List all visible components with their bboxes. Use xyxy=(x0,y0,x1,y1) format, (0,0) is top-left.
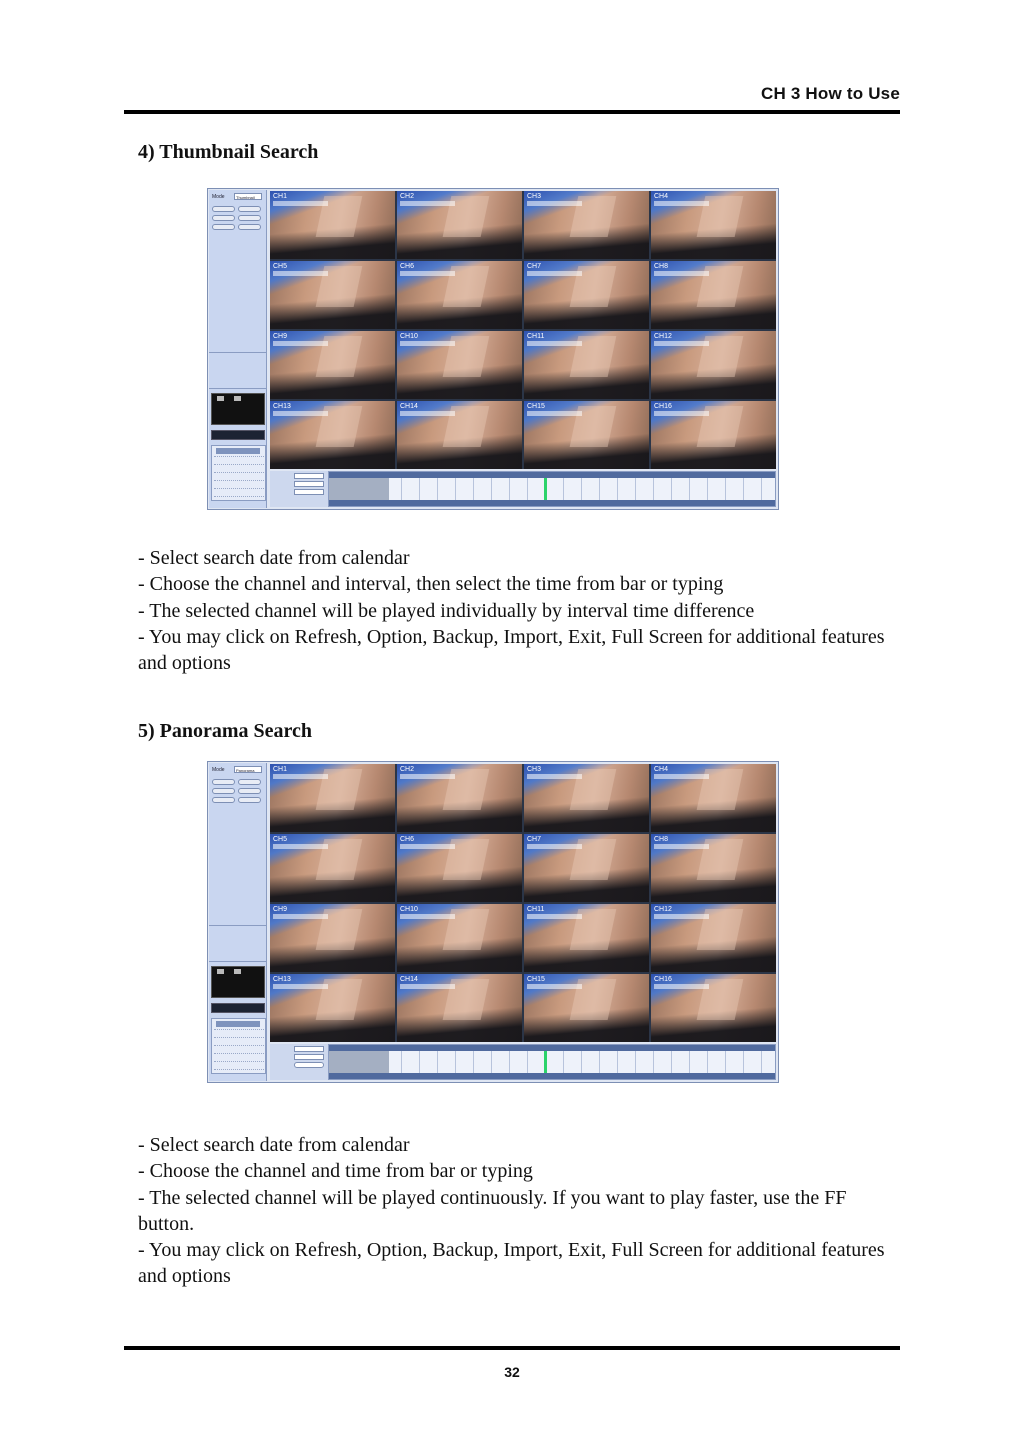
channel-label: CH2 xyxy=(400,193,415,200)
timestamp-overlay xyxy=(400,844,455,849)
camera-thumbnail[interactable] xyxy=(397,974,522,1042)
section-heading-thumbnail: 4) Thumbnail Search xyxy=(138,141,319,163)
time-cursor[interactable] xyxy=(544,1051,547,1073)
exit-button[interactable] xyxy=(212,797,235,803)
mode-label: Mode xyxy=(212,767,225,773)
camera-thumbnail[interactable] xyxy=(397,834,522,902)
instruction-line: - You may click on Refresh, Option, Backup, Import, Exit, Full Screen for additional features and options xyxy=(138,625,885,675)
refresh-button[interactable] xyxy=(212,206,235,212)
interval-select[interactable] xyxy=(272,481,324,487)
timestamp-overlay xyxy=(273,844,328,849)
camera-thumbnail[interactable] xyxy=(270,974,395,1042)
channel-label: CH8 xyxy=(654,263,669,270)
camera-thumbnail[interactable] xyxy=(397,191,522,259)
camera-thumbnail[interactable] xyxy=(651,904,776,972)
timestamp-overlay xyxy=(654,984,709,989)
camera-thumbnail[interactable] xyxy=(270,331,395,399)
calendar-month-header[interactable] xyxy=(216,1021,260,1027)
chapter-header: CH 3 How to Use xyxy=(760,84,900,103)
calendar[interactable] xyxy=(211,1018,266,1074)
camera-thumbnail[interactable] xyxy=(397,904,522,972)
timestamp-overlay xyxy=(400,411,455,416)
time-ticks xyxy=(329,478,775,500)
timeline-panel xyxy=(270,1044,776,1080)
preview-window xyxy=(211,966,265,998)
mode-select[interactable]: Thumbnail xyxy=(234,193,262,200)
calendar-grid[interactable] xyxy=(214,1029,264,1077)
camera-thumbnail[interactable] xyxy=(651,401,776,469)
panorama-search-screenshot xyxy=(207,761,779,1083)
instruction-line: - You may click on Refresh, Option, Backup, Import, Exit, Full Screen for additional features and options xyxy=(138,1239,885,1288)
camera-thumbnail[interactable] xyxy=(524,401,649,469)
camera-thumbnail[interactable] xyxy=(524,331,649,399)
timestamp-overlay xyxy=(273,341,328,346)
refresh-button[interactable] xyxy=(212,779,235,785)
playback-controls[interactable] xyxy=(211,430,265,440)
timeline-controls xyxy=(270,1044,326,1080)
camera-thumbnail[interactable] xyxy=(524,974,649,1042)
time-input[interactable] xyxy=(272,1054,324,1060)
camera-thumbnail[interactable] xyxy=(651,974,776,1042)
import-button[interactable] xyxy=(238,215,261,221)
sidebar-panel xyxy=(209,190,267,508)
full-screen-button[interactable] xyxy=(238,224,261,230)
instruction-line: - The selected channel will be played individually by interval time difference xyxy=(138,599,755,622)
timestamp-overlay xyxy=(273,914,328,919)
timestamp-overlay xyxy=(654,411,709,416)
snapshot-icon xyxy=(234,969,241,974)
instruction-line: - Choose the channel and time from bar or typing xyxy=(138,1160,533,1183)
mode-label: Mode xyxy=(212,194,225,200)
timestamp-overlay xyxy=(273,201,328,206)
camera-thumbnail[interactable] xyxy=(524,834,649,902)
instruction-line: - The selected channel will be played continuously. If you want to play faster, use the FF button. xyxy=(138,1186,847,1235)
channel-label: CH12 xyxy=(654,333,672,340)
timestamp-overlay xyxy=(400,341,455,346)
sidebar-panel xyxy=(209,763,267,1081)
camera-thumbnail[interactable] xyxy=(524,191,649,259)
preview-window xyxy=(211,393,265,425)
channel-label: CH4 xyxy=(654,766,669,773)
time-input[interactable] xyxy=(272,489,324,495)
camera-thumbnail[interactable] xyxy=(651,764,776,832)
channel-label: CH15 xyxy=(527,403,545,410)
camera-icon xyxy=(217,969,224,974)
camera-thumbnail[interactable] xyxy=(524,904,649,972)
thumbnail-grid xyxy=(270,191,776,469)
channel-label: CH1 xyxy=(273,193,288,200)
snapshot-icon xyxy=(234,396,241,401)
channel-label: CH11 xyxy=(527,333,545,340)
timestamp-overlay xyxy=(527,411,582,416)
timestamp-overlay xyxy=(527,271,582,276)
timestamp-overlay xyxy=(654,271,709,276)
time-bar[interactable] xyxy=(328,1044,776,1080)
channel-label: CH5 xyxy=(273,263,288,270)
camera-thumbnail[interactable] xyxy=(651,834,776,902)
option-button[interactable] xyxy=(238,779,261,785)
sidebar-divider xyxy=(209,352,266,353)
channel-label: CH9 xyxy=(273,333,288,340)
instruction-line: - Select search date from calendar xyxy=(138,547,410,569)
channel-label: CH15 xyxy=(527,976,545,983)
camera-thumbnail[interactable] xyxy=(651,261,776,329)
channel-label: CH11 xyxy=(527,906,545,913)
timestamp-overlay xyxy=(273,411,328,416)
mode-row xyxy=(212,766,264,774)
camera-icon xyxy=(217,396,224,401)
timestamp-overlay xyxy=(273,984,328,989)
camera-thumbnail[interactable] xyxy=(397,401,522,469)
camera-thumbnail[interactable] xyxy=(651,331,776,399)
channel-label: CH3 xyxy=(527,193,542,200)
header-rule xyxy=(124,110,900,114)
channel-label: CH4 xyxy=(654,193,669,200)
camera-thumbnail[interactable] xyxy=(270,764,395,832)
calendar-month-header[interactable] xyxy=(216,448,260,454)
channel-label: CH10 xyxy=(400,333,418,340)
timestamp-overlay xyxy=(654,201,709,206)
mode-row xyxy=(212,193,264,201)
channel-label: CH7 xyxy=(527,263,542,270)
camera-thumbnail[interactable] xyxy=(524,764,649,832)
channel-label: CH13 xyxy=(273,403,291,410)
timestamp-overlay xyxy=(654,341,709,346)
channel-label: CH3 xyxy=(527,766,542,773)
time-ticks xyxy=(329,1051,775,1073)
thumbnail-search-screenshot xyxy=(207,188,779,510)
timestamp-overlay xyxy=(400,271,455,276)
timestamp-overlay xyxy=(527,201,582,206)
sidebar-divider xyxy=(209,388,266,389)
full-screen-button[interactable] xyxy=(238,797,261,803)
timestamp-overlay xyxy=(527,984,582,989)
channel-label: CH16 xyxy=(654,976,672,983)
camera-thumbnail[interactable] xyxy=(270,904,395,972)
timestamp-overlay xyxy=(527,844,582,849)
backup-button[interactable] xyxy=(212,215,235,221)
exit-button[interactable] xyxy=(212,224,235,230)
camera-thumbnail[interactable] xyxy=(270,834,395,902)
time-bar-footer xyxy=(329,1073,775,1079)
thumbnail-instructions xyxy=(138,545,898,676)
channel-select[interactable] xyxy=(272,473,324,479)
channel-label: CH14 xyxy=(400,403,418,410)
import-button[interactable] xyxy=(238,788,261,794)
playback-controls[interactable] xyxy=(211,1003,265,1013)
timestamp-overlay xyxy=(654,844,709,849)
channel-label: CH7 xyxy=(527,836,542,843)
timestamp-overlay xyxy=(400,201,455,206)
time-cursor[interactable] xyxy=(544,478,547,500)
timestamp-overlay xyxy=(654,914,709,919)
channel-label: CH1 xyxy=(273,766,288,773)
time-bar[interactable] xyxy=(328,471,776,507)
channel-label: CH8 xyxy=(654,836,669,843)
go-button[interactable] xyxy=(272,1062,324,1068)
camera-thumbnail[interactable] xyxy=(270,261,395,329)
option-button[interactable] xyxy=(238,206,261,212)
camera-thumbnail[interactable] xyxy=(397,331,522,399)
channel-label: CH12 xyxy=(654,906,672,913)
channel-label: CH2 xyxy=(400,766,415,773)
instruction-line: - Choose the channel and interval, then select the time from bar or typing xyxy=(138,573,724,596)
camera-thumbnail[interactable] xyxy=(270,191,395,259)
channel-label: CH13 xyxy=(273,976,291,983)
sidebar-divider xyxy=(209,961,266,962)
timestamp-overlay xyxy=(273,774,328,779)
camera-thumbnail[interactable] xyxy=(270,401,395,469)
timestamp-overlay xyxy=(273,271,328,276)
camera-thumbnail[interactable] xyxy=(397,261,522,329)
backup-button[interactable] xyxy=(212,788,235,794)
panorama-instructions xyxy=(138,1132,898,1290)
section-heading-panorama: 5) Panorama Search xyxy=(138,720,313,742)
page-number: 32 xyxy=(504,1364,520,1380)
instruction-line: - Select search date from calendar xyxy=(138,1134,410,1156)
channel-label: CH5 xyxy=(273,836,288,843)
mode-select[interactable]: Panorama xyxy=(234,766,262,773)
channel-label: CH16 xyxy=(654,403,672,410)
timestamp-overlay xyxy=(527,774,582,779)
channel-label: CH9 xyxy=(273,906,288,913)
channel-label: CH14 xyxy=(400,976,418,983)
timestamp-overlay xyxy=(654,774,709,779)
channel-select[interactable] xyxy=(272,1046,324,1052)
channel-label: CH6 xyxy=(400,836,415,843)
sidebar-divider xyxy=(209,925,266,926)
calendar[interactable] xyxy=(211,445,266,501)
channel-label: CH6 xyxy=(400,263,415,270)
timestamp-overlay xyxy=(400,774,455,779)
channel-label: CH10 xyxy=(400,906,418,913)
time-bar-footer xyxy=(329,500,775,506)
no-record-shade xyxy=(329,478,389,500)
timestamp-overlay xyxy=(527,914,582,919)
timeline-controls xyxy=(270,471,326,507)
camera-thumbnail[interactable] xyxy=(524,261,649,329)
timestamp-overlay xyxy=(527,341,582,346)
no-record-shade xyxy=(329,1051,389,1073)
timestamp-overlay xyxy=(400,914,455,919)
camera-thumbnail[interactable] xyxy=(651,191,776,259)
timestamp-overlay xyxy=(400,984,455,989)
calendar-grid[interactable] xyxy=(214,456,264,504)
panorama-grid xyxy=(270,764,776,1042)
camera-thumbnail[interactable] xyxy=(397,764,522,832)
footer-rule xyxy=(124,1346,900,1350)
timeline-panel xyxy=(270,471,776,507)
